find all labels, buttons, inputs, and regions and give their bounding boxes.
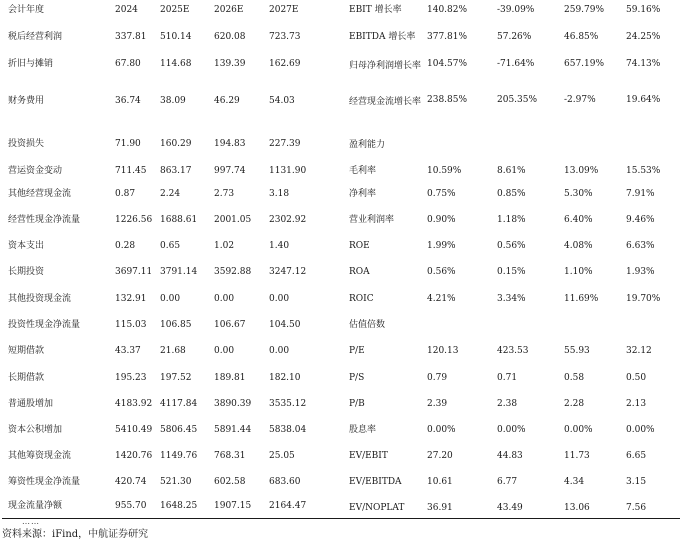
row-value: 46.29 <box>214 96 240 106</box>
row-label: 长期投资 <box>8 267 45 277</box>
row-value: 863.17 <box>160 166 192 176</box>
row-value: 8.61% <box>497 166 526 176</box>
row-value: 0.50 <box>626 373 647 383</box>
row-value: 0.75% <box>427 189 456 199</box>
row-value: 19.70% <box>626 294 661 304</box>
row-label: P/S <box>349 373 365 383</box>
row-value: 0.00 <box>214 346 235 356</box>
row-value: 1.40 <box>269 241 290 251</box>
row-value: 38.09 <box>160 96 186 106</box>
row-value: 4.08% <box>564 241 593 251</box>
row-value: 120.13 <box>427 346 459 356</box>
row-value: 1648.25 <box>160 501 198 511</box>
row-value: 3247.12 <box>269 267 307 277</box>
header-year: 2024 <box>115 5 138 15</box>
row-value: 0.00% <box>626 425 655 435</box>
row-value: 67.80 <box>115 59 141 69</box>
ellipsis-marker: …… <box>22 517 40 526</box>
header-year: 2027E <box>269 5 299 15</box>
row-value: 377.81% <box>427 32 468 42</box>
row-value: 3592.88 <box>214 267 252 277</box>
row-label: ROE <box>349 241 370 251</box>
row-value: 2.28 <box>564 399 585 409</box>
header-label: 会计年度 <box>8 5 45 15</box>
row-value: 5806.45 <box>160 425 198 435</box>
row-label: 营运资金变动 <box>8 166 63 176</box>
row-value: 4117.84 <box>160 399 198 409</box>
header-year: 2025E <box>160 5 190 15</box>
row-value: 0.15% <box>497 267 526 277</box>
row-value: 3697.11 <box>115 267 153 277</box>
row-value: 43.49 <box>497 503 523 513</box>
row-value: 0.00 <box>269 346 290 356</box>
row-label: 资本支出 <box>8 241 45 251</box>
row-value: 71.90 <box>115 139 141 149</box>
row-value: 44.83 <box>497 451 523 461</box>
row-value: 2.24 <box>160 189 181 199</box>
row-value: 36.91 <box>427 503 453 513</box>
row-value: 2.39 <box>427 399 448 409</box>
row-label: 税后经营利润 <box>8 32 63 42</box>
row-label: EV/EBIT <box>349 451 388 461</box>
row-value: 2.13 <box>626 399 647 409</box>
row-value: 0.58 <box>564 373 585 383</box>
row-value: 0.00% <box>427 425 456 435</box>
row-value: 55.93 <box>564 346 590 356</box>
row-label: 其他经营现金流 <box>8 189 72 199</box>
row-label: 筹资性现金净流量 <box>8 477 81 487</box>
row-value: 0.90% <box>427 215 456 225</box>
row-value: 7.91% <box>626 189 655 199</box>
row-value: 27.20 <box>427 451 453 461</box>
row-value: 36.74 <box>115 96 141 106</box>
row-value: 0.00% <box>497 425 526 435</box>
row-value: 6.65 <box>626 451 647 461</box>
row-label: EBITDA 增长率 <box>349 32 416 42</box>
source-note: 资料来源：iFind，中航证券研究 <box>2 529 149 540</box>
row-value: 189.81 <box>214 373 246 383</box>
row-value: 3.18 <box>269 189 290 199</box>
row-value: 13.09% <box>564 166 599 176</box>
row-value: 2164.47 <box>269 501 307 511</box>
row-value: 10.59% <box>427 166 462 176</box>
row-value: 3535.12 <box>269 399 307 409</box>
row-value: 104.50 <box>269 320 301 330</box>
row-value: 74.13% <box>626 59 661 69</box>
row-value: 0.87 <box>115 189 136 199</box>
row-value: 420.74 <box>115 477 147 487</box>
row-value: 1688.61 <box>160 215 198 225</box>
row-value: 10.61 <box>427 477 453 487</box>
row-label: 营业利润率 <box>349 215 395 225</box>
row-label: 其他投资现金流 <box>8 294 72 304</box>
row-value: 2001.05 <box>214 215 252 225</box>
row-label: EBIT 增长率 <box>349 5 402 15</box>
row-value: 2.73 <box>214 189 235 199</box>
row-value: 19.64% <box>626 95 661 105</box>
row-value: 238.85% <box>427 95 468 105</box>
row-label: P/B <box>349 399 365 409</box>
row-label: 投资损失 <box>8 139 45 149</box>
row-value: 6.77 <box>497 477 518 487</box>
row-value: 114.68 <box>160 59 192 69</box>
row-label: EV/EBITDA <box>349 477 402 487</box>
row-value: 59.16% <box>626 5 661 15</box>
row-value: 997.74 <box>214 166 246 176</box>
row-value: 5410.49 <box>115 425 153 435</box>
row-value: 182.10 <box>269 373 301 383</box>
row-value: 7.56 <box>626 503 647 513</box>
row-value: -71.64% <box>497 59 535 69</box>
row-value: 106.85 <box>160 320 192 330</box>
row-value: 0.28 <box>115 241 136 251</box>
row-label: 普通股增加 <box>8 399 54 409</box>
row-value: 0.00 <box>214 294 235 304</box>
row-value: 195.23 <box>115 373 147 383</box>
row-label: 资本公积增加 <box>8 425 63 435</box>
row-value: -2.97% <box>564 95 596 105</box>
row-value: 0.79 <box>427 373 448 383</box>
row-label: 折旧与摊销 <box>8 59 54 69</box>
row-value: 259.79% <box>564 5 605 15</box>
row-value: 683.60 <box>269 477 301 487</box>
row-value: 25.05 <box>269 451 295 461</box>
section-heading: 盈利能力 <box>349 140 386 150</box>
row-value: 955.70 <box>115 501 147 511</box>
header-year: 2026E <box>214 5 244 15</box>
row-value: 0.56% <box>427 267 456 277</box>
row-value: 711.45 <box>115 166 147 176</box>
row-value: 1.02 <box>214 241 235 251</box>
row-label: 归母净利润增长率 <box>349 61 422 71</box>
section-heading: 估值倍数 <box>349 320 386 330</box>
row-value: 1420.76 <box>115 451 153 461</box>
row-value: 6.40% <box>564 215 593 225</box>
row-value: 4.21% <box>427 294 456 304</box>
row-label: 经营现金流增长率 <box>349 97 422 107</box>
row-value: 205.35% <box>497 95 538 105</box>
row-value: 0.00 <box>160 294 181 304</box>
row-value: 43.37 <box>115 346 141 356</box>
row-value: 15.53% <box>626 166 661 176</box>
row-value: 9.46% <box>626 215 655 225</box>
row-value: 46.85% <box>564 32 599 42</box>
row-label: 股息率 <box>349 425 377 435</box>
row-value: 139.39 <box>214 59 246 69</box>
row-value: 24.25% <box>626 32 661 42</box>
row-label: ROA <box>349 267 370 277</box>
row-value: 1131.90 <box>269 166 307 176</box>
row-label: 长期借款 <box>8 373 45 383</box>
row-value: 0.85% <box>497 189 526 199</box>
row-value: 510.14 <box>160 32 192 42</box>
row-value: 162.69 <box>269 59 301 69</box>
row-value: 5.30% <box>564 189 593 199</box>
row-value: 11.73 <box>564 451 590 461</box>
row-value: 1.10% <box>564 267 593 277</box>
row-label: 经营性现金净流量 <box>8 215 81 225</box>
row-value: 3.34% <box>497 294 526 304</box>
row-value: 1.18% <box>497 215 526 225</box>
row-value: -39.09% <box>497 5 535 15</box>
row-value: 2302.92 <box>269 215 307 225</box>
row-value: 723.73 <box>269 32 301 42</box>
row-value: 657.19% <box>564 59 605 69</box>
row-value: 337.81 <box>115 32 147 42</box>
row-label: 毛利率 <box>349 166 377 176</box>
row-value: 620.08 <box>214 32 246 42</box>
row-label: 其他筹资现金流 <box>8 451 72 461</box>
row-value: 2.38 <box>497 399 518 409</box>
row-label: P/E <box>349 346 365 356</box>
row-value: 197.52 <box>160 373 192 383</box>
row-value: 0.71 <box>497 373 518 383</box>
row-label: 净利率 <box>349 189 377 199</box>
row-label: 投资性现金净流量 <box>8 320 81 330</box>
row-value: 140.82% <box>427 5 468 15</box>
row-value: 423.53 <box>497 346 529 356</box>
row-value: 1.99% <box>427 241 456 251</box>
row-value: 4183.92 <box>115 399 153 409</box>
row-value: 1149.76 <box>160 451 198 461</box>
row-value: 160.29 <box>160 139 192 149</box>
row-value: 3791.14 <box>160 267 198 277</box>
row-value: 227.39 <box>269 139 301 149</box>
row-value: 11.69% <box>564 294 599 304</box>
row-value: 57.26% <box>497 32 532 42</box>
row-value: 5838.04 <box>269 425 307 435</box>
row-value: 6.63% <box>626 241 655 251</box>
row-value: 3890.39 <box>214 399 252 409</box>
row-value: 106.67 <box>214 320 246 330</box>
table-bottom-rule <box>2 518 680 519</box>
row-label: EV/NOPLAT <box>349 503 405 513</box>
row-value: 5891.44 <box>214 425 252 435</box>
row-label: ROIC <box>349 294 374 304</box>
row-value: 521.30 <box>160 477 192 487</box>
row-value: 13.06 <box>564 503 590 513</box>
row-value: 54.03 <box>269 96 295 106</box>
row-value: 0.00% <box>564 425 593 435</box>
row-value: 21.68 <box>160 346 186 356</box>
row-value: 1226.56 <box>115 215 153 225</box>
row-value: 194.83 <box>214 139 246 149</box>
row-value: 768.31 <box>214 451 246 461</box>
row-value: 0.65 <box>160 241 181 251</box>
row-value: 104.57% <box>427 59 468 69</box>
row-value: 115.03 <box>115 320 147 330</box>
row-value: 1907.15 <box>214 501 252 511</box>
row-label: 财务费用 <box>8 96 45 106</box>
row-value: 1.93% <box>626 267 655 277</box>
row-label: 现金流量净额 <box>8 501 63 511</box>
row-value: 3.15 <box>626 477 647 487</box>
row-value: 132.91 <box>115 294 147 304</box>
row-value: 602.58 <box>214 477 246 487</box>
row-value: 0.56% <box>497 241 526 251</box>
row-label: 短期借款 <box>8 346 45 356</box>
row-value: 4.34 <box>564 477 585 487</box>
row-value: 0.00 <box>269 294 290 304</box>
row-value: 32.12 <box>626 346 652 356</box>
